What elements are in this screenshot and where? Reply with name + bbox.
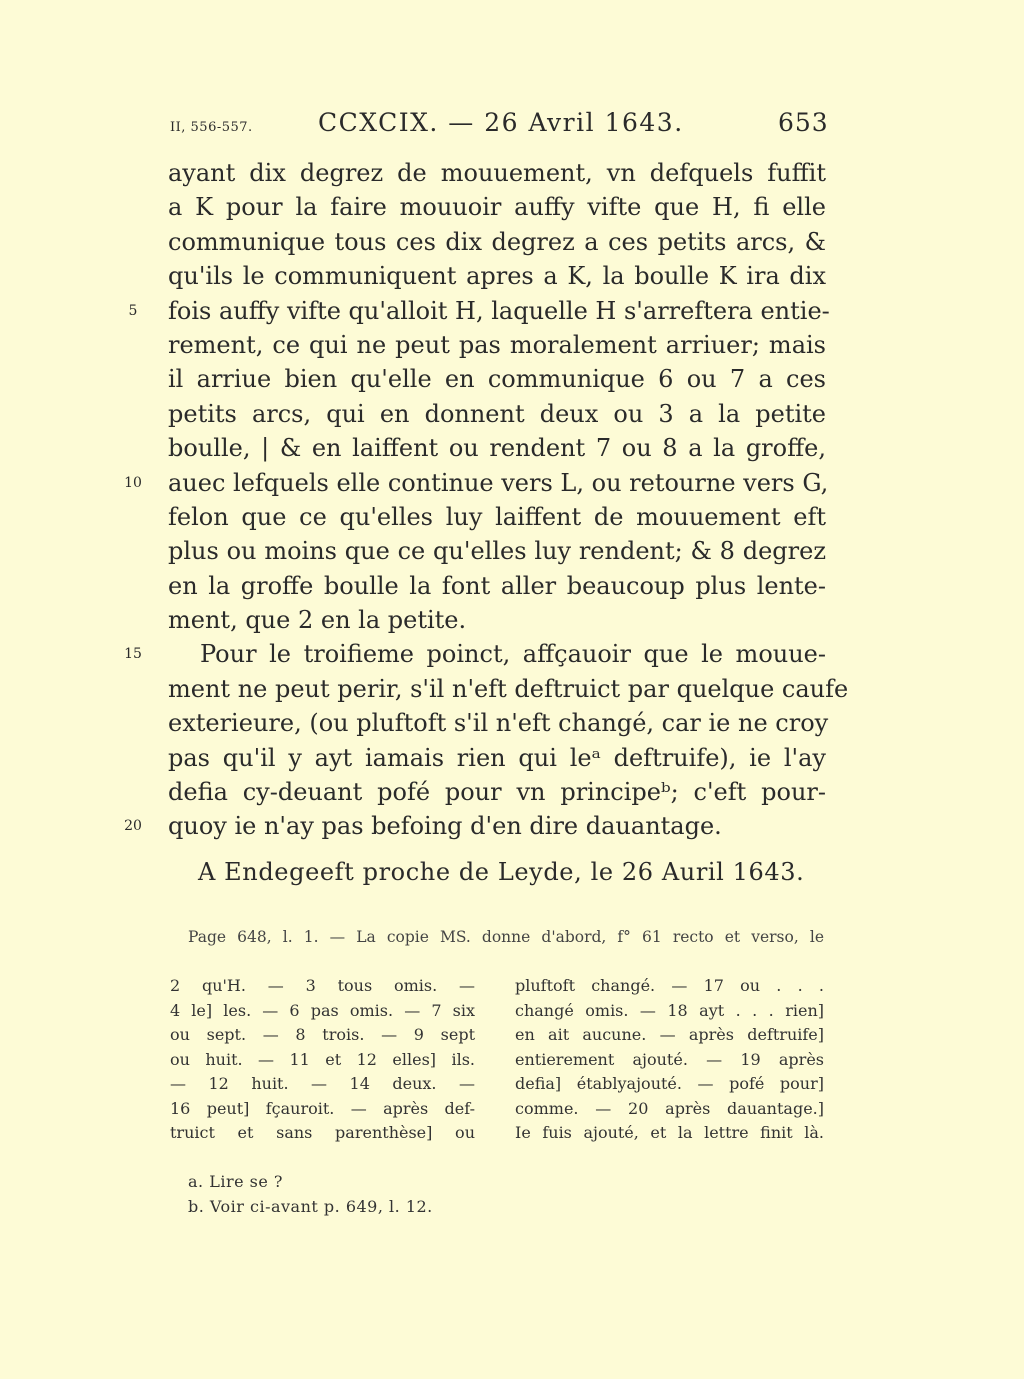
line-text: rement, ce qui ne peut pas moralement arriuer; mais — [168, 330, 826, 359]
text-line — [124, 637, 826, 671]
line-text: Pour le troifieme poinct, affçauoir que le mouue- — [200, 640, 826, 669]
variant-text: ou huit. — 11 et 12 elles] ils. — [170, 1049, 475, 1069]
variant-text: ou sept. — 8 trois. — 9 sept — [170, 1025, 475, 1044]
text-line — [168, 569, 826, 603]
line-number: 5 — [128, 302, 138, 319]
text-line — [168, 431, 826, 465]
variant-line — [515, 974, 824, 999]
line-text: ment ne peut perir, s'il n'eft deftruict par quelque caufe — [168, 674, 849, 703]
text-line — [168, 775, 826, 809]
variant-text: comme. — 20 après dauantage.] — [515, 1098, 824, 1118]
line-text: pas qu'il y ayt iamais rien qui leᵃ deftruife), ie l'ay — [168, 743, 826, 772]
text-line — [168, 362, 826, 396]
variants-right-column — [515, 974, 824, 1146]
line-text: defia cy-deuant pofé pour vn principeᵇ; c'eft pour- — [168, 778, 826, 807]
variant-line — [515, 1121, 824, 1146]
text-line — [168, 328, 826, 362]
text-line — [168, 500, 826, 534]
variant-text: truict et sans parenthèse] ou — [170, 1123, 475, 1142]
line-text: plus ou moins que ce qu'elles luy rendent; & 8 degrez — [168, 537, 826, 566]
text-line — [168, 225, 826, 259]
variant-line — [170, 999, 475, 1024]
variant-line — [515, 999, 824, 1024]
variant-text: defia] établyajouté. — pofé pour] — [515, 1074, 824, 1093]
text-line — [168, 534, 826, 568]
footnote-a: a. Lire se ? — [188, 1172, 283, 1191]
variant-text: 4 le] les. — 6 pas omis. — 7 six — [170, 1000, 475, 1020]
footnote-b: b. Voir ci-avant p. 649, l. 12. — [188, 1197, 433, 1216]
line-text: petits arcs, qui en donnent deux ou 3 a la petite — [168, 399, 826, 428]
line-text: boulle, | & en laiffent ou rendent 7 ou 8 a la groffe, — [168, 434, 826, 463]
text-line — [168, 156, 826, 190]
line-text: ayant dix degrez de mouuement, vn defquels fuffit — [168, 159, 826, 187]
line-text: quoy ie n'ay pas befoing d'en dire dauantage. — [168, 812, 722, 841]
closing-line: A Endegeeft proche de Leyde, le 26 Auril 1643. — [198, 858, 805, 886]
variant-text: en ait aucune. — après deftruife] — [515, 1025, 824, 1044]
variant-text: entierement ajouté. — 19 après — [515, 1049, 824, 1069]
text-line — [168, 741, 826, 775]
line-text: felon que ce qu'elles luy laiffent de mouuement eft — [168, 502, 826, 531]
line-text: ment, que 2 en la petite. — [168, 606, 467, 635]
variant-line — [170, 974, 475, 999]
variant-text: — 12 huit. — 14 deux. — — [170, 1074, 475, 1093]
line-number: 20 — [124, 818, 142, 835]
line-number: 15 — [124, 646, 142, 663]
line-text: communique tous ces dix degrez a ces petits arcs, & — [168, 227, 826, 256]
variant-line — [170, 1048, 475, 1073]
variant-line — [515, 1048, 824, 1073]
line-text: auec lefquels elle continue vers L, ou retourne vers G, — [168, 468, 829, 497]
text-line — [168, 672, 849, 706]
text-line — [168, 259, 826, 293]
text-line — [168, 603, 826, 637]
line-number: 10 — [124, 474, 142, 491]
text-line — [128, 294, 830, 328]
text-line — [168, 190, 826, 224]
variant-line — [170, 1097, 475, 1122]
variant-text: 16 peut] fçauroit. — après def- — [170, 1098, 475, 1118]
variant-line — [515, 1097, 824, 1122]
variant-line — [515, 1072, 824, 1097]
text-line — [124, 466, 829, 500]
text-line — [168, 706, 829, 740]
variant-text: changé omis. — 18 ayt . . . rien] — [515, 1000, 824, 1020]
variant-text: 2 qu'H. — 3 tous omis. — — [170, 976, 475, 995]
variant-text: pluftoft changé. — 17 ou . . . — [515, 976, 824, 995]
line-text: a K pour la faire mouuoir auffy vifte que H, fi elle — [168, 193, 826, 222]
header-title: CCXCIX. — 26 Avril 1643. — [318, 108, 684, 137]
variant-line — [170, 1072, 475, 1097]
page-number: 653 — [778, 108, 829, 137]
body-text — [124, 156, 849, 844]
line-text: exterieure, (ou pluftoft s'il n'eft changé, car ie ne croy — [168, 709, 829, 738]
line-text: qu'ils le communiquent apres a K, la boulle K ira dix — [168, 262, 826, 291]
line-text: fois auffy vifte qu'alloit H, laquelle H s'arreftera entie- — [168, 296, 830, 325]
line-text: il arriue bien qu'elle en communique 6 ou 7 a ces — [168, 365, 826, 394]
header-reference: II, 556-557. — [170, 120, 253, 135]
variant-line — [170, 1121, 475, 1146]
variant-line — [515, 1023, 824, 1048]
text-line — [124, 809, 826, 843]
variant-intro: Page 648, l. 1. — La copie MS. donne d'abord, f° 61 recto et verso, le — [188, 928, 824, 946]
variants-left-column — [170, 974, 475, 1146]
line-text: en la groffe boulle la font aller beaucoup plus lente- — [168, 571, 826, 600]
variant-line — [170, 1023, 475, 1048]
variant-text: Ie fuis ajouté, et la lettre finit là. — [515, 1123, 824, 1142]
text-line — [168, 397, 826, 431]
